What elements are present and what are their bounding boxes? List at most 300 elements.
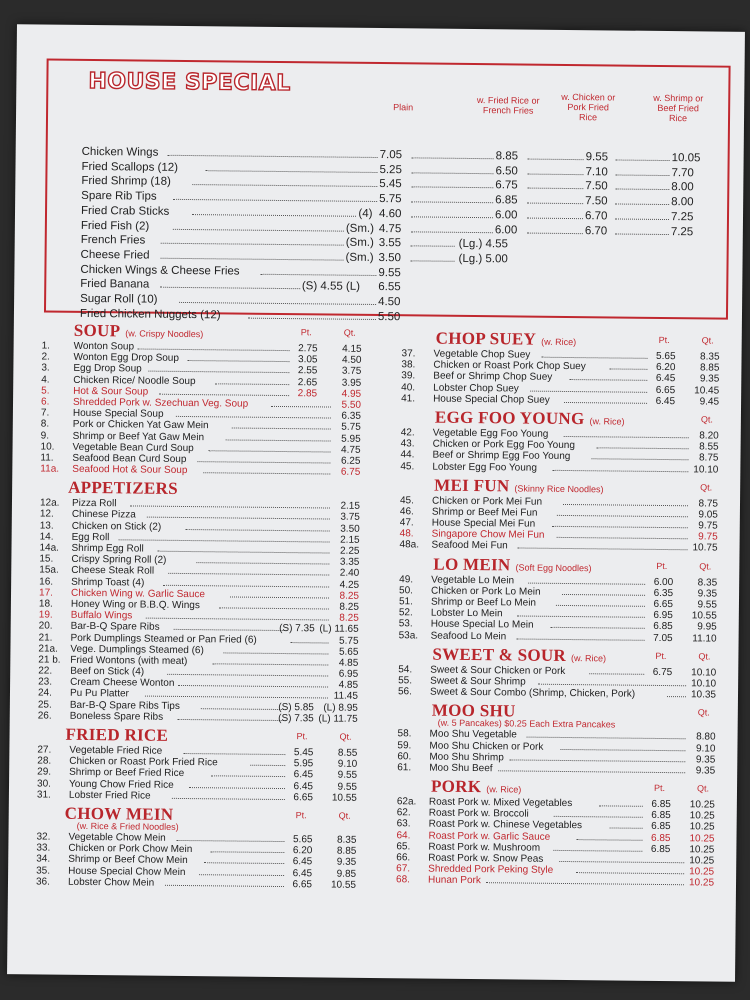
price-quart: 2.40 bbox=[339, 568, 360, 580]
price-fries: 6.00 bbox=[494, 209, 518, 222]
item-number: 65. bbox=[396, 841, 411, 853]
price-quart: 9.95 bbox=[697, 621, 717, 633]
leader-dots bbox=[551, 526, 687, 528]
leader-dots bbox=[552, 469, 688, 471]
price-shrimp-rice: 8.00 bbox=[671, 181, 694, 194]
item-name: House Special Chop Suey bbox=[433, 393, 550, 406]
price-pint: 5.65 bbox=[292, 834, 313, 846]
price-quart: 8.25 bbox=[339, 590, 360, 602]
item-name: Moo Shu Chicken or Pork bbox=[429, 740, 544, 753]
size-label: Qt. bbox=[696, 783, 710, 794]
item-number: 11. bbox=[40, 452, 54, 464]
price-chicken-rice: 7.50 bbox=[585, 180, 608, 193]
size-label: Pt. bbox=[655, 650, 667, 661]
item-number: 2. bbox=[41, 351, 50, 363]
item-name: Chicken or Pork Lo Mein bbox=[431, 585, 541, 598]
item-number: 15. bbox=[39, 553, 54, 565]
leader-dots bbox=[224, 652, 329, 654]
item-name: House Special Lo Mein bbox=[430, 618, 534, 632]
item-number: 40. bbox=[401, 381, 416, 393]
price-quart: 10.25 bbox=[689, 821, 715, 834]
item-name: Chicken Wing w. Garlic Sauce bbox=[70, 587, 206, 600]
menu-item bbox=[399, 540, 717, 555]
size-label: Qt. bbox=[698, 651, 711, 662]
section-title: EGG FOO YOUNG bbox=[434, 407, 585, 429]
item-name: Shrimp Egg Roll bbox=[71, 542, 144, 555]
price-pint: 5.45 bbox=[293, 747, 314, 759]
leader-dots bbox=[168, 155, 378, 158]
item-number: 30. bbox=[36, 778, 52, 790]
section-subtitle: (Skinny Rice Noodles) bbox=[514, 483, 604, 495]
section-title: CHOP SUEY bbox=[435, 328, 537, 349]
item-name: Roast Pork w. Broccoli bbox=[428, 807, 529, 820]
item-number: 4. bbox=[41, 374, 50, 386]
item-number: 13. bbox=[39, 520, 54, 532]
price-fries: 8.85 bbox=[495, 150, 519, 163]
price-quart: 5.65 bbox=[338, 646, 359, 658]
leader-dots bbox=[230, 596, 329, 598]
leader-dots bbox=[517, 638, 645, 640]
item-name: Fried Banana bbox=[80, 278, 150, 291]
leader-dots bbox=[597, 447, 689, 449]
item-number: 61. bbox=[397, 762, 412, 774]
leader-dots bbox=[615, 189, 669, 191]
price-pint: 6.85 bbox=[650, 843, 671, 855]
leader-dots bbox=[199, 874, 284, 876]
price-pint: (S) 7.35 bbox=[279, 623, 315, 635]
price-chicken-rice: 9.55 bbox=[585, 151, 609, 164]
price-quart: 2.25 bbox=[339, 545, 360, 557]
price-quart: 9.05 bbox=[698, 509, 718, 521]
size-label: Pt. bbox=[295, 810, 307, 821]
leader-dots bbox=[159, 393, 289, 395]
price-pint: 6.45 bbox=[292, 867, 313, 879]
price-shrimp-rice: 7.25 bbox=[670, 210, 694, 224]
item-number: 14a. bbox=[39, 542, 60, 554]
price-quart: 10.10 bbox=[691, 678, 717, 690]
price-pint: (S) 7.35 bbox=[278, 712, 314, 725]
price-pint: 6.95 bbox=[653, 610, 673, 622]
item-name: Chinese Pizza bbox=[71, 509, 136, 521]
item-number: 26. bbox=[37, 710, 52, 722]
item-name: Sweet & Sour Chicken or Pork bbox=[430, 664, 566, 677]
price-pint: 6.65 bbox=[655, 384, 676, 396]
leader-dots bbox=[527, 232, 583, 234]
leader-dots bbox=[589, 673, 644, 675]
leader-dots bbox=[250, 765, 285, 766]
menu-item bbox=[399, 630, 717, 645]
price-quart: (L) 8.95 bbox=[323, 702, 358, 714]
item-name: Wonton Soup bbox=[73, 340, 135, 353]
leader-dots bbox=[599, 805, 643, 806]
price-plain: 5.75 bbox=[379, 193, 402, 206]
item-name: Young Chow Fried Rice bbox=[68, 778, 174, 791]
price-pint: (S) 5.85 bbox=[278, 701, 314, 713]
section-header bbox=[37, 803, 357, 834]
size-label: Qt. bbox=[338, 810, 351, 821]
menu-item bbox=[38, 710, 358, 725]
price-plain: 3.55 bbox=[378, 237, 402, 250]
price-pint: 6.85 bbox=[651, 810, 671, 822]
house-special-box bbox=[44, 59, 731, 323]
section-subtitle: (w. 5 Pancakes) $0.25 Each Extra Pancakes bbox=[437, 717, 616, 730]
item-number: 43. bbox=[400, 438, 415, 450]
item-number: 54. bbox=[398, 663, 413, 676]
item-name: Spare Rib Tips bbox=[81, 189, 157, 203]
leader-dots bbox=[160, 243, 343, 246]
item-number: 12a. bbox=[39, 497, 60, 509]
price-plain: 4.60 bbox=[378, 207, 402, 221]
item-name: Hot & Sour Soup bbox=[73, 385, 149, 398]
item-number: 31. bbox=[36, 789, 51, 801]
price-quart: 8.25 bbox=[339, 612, 359, 624]
leader-dots bbox=[609, 369, 647, 370]
price-plain: 5.50 bbox=[377, 310, 401, 323]
item-number: 10. bbox=[40, 441, 55, 453]
item-number: 45. bbox=[400, 460, 415, 472]
item-number: 28. bbox=[37, 755, 52, 767]
price-pint: 6.20 bbox=[292, 845, 313, 857]
leader-dots bbox=[562, 594, 645, 596]
price-quart: 8.80 bbox=[696, 731, 716, 743]
price-pint: 6.65 bbox=[292, 878, 313, 891]
price-pint: 7.05 bbox=[653, 632, 673, 644]
price-quart: 5.75 bbox=[341, 421, 361, 434]
leader-dots bbox=[527, 737, 686, 740]
price-quart: 4.15 bbox=[342, 343, 362, 355]
item-name: Vege. Dumplings Steamed (6) bbox=[70, 643, 204, 656]
leader-dots bbox=[176, 416, 331, 419]
price-quart: 5.75 bbox=[339, 635, 359, 647]
leader-dots bbox=[172, 798, 285, 800]
leader-dots bbox=[203, 472, 330, 474]
leader-dots bbox=[173, 629, 286, 631]
item-number: 24. bbox=[37, 687, 52, 700]
section-title: LO MEIN bbox=[433, 554, 511, 575]
item-number: 29. bbox=[37, 766, 52, 778]
header-chicken-rice: w. Chicken or Pork Fried Rice bbox=[561, 91, 616, 123]
item-name: Fried Wontons (with meat) bbox=[70, 654, 188, 667]
item-name: House Special Soup bbox=[72, 407, 164, 420]
leader-dots bbox=[554, 850, 643, 852]
leader-dots bbox=[186, 529, 330, 532]
leader-dots bbox=[411, 201, 493, 203]
item-number: 47. bbox=[399, 517, 414, 529]
item-name: House Special Mei Fun bbox=[431, 517, 536, 530]
item-number: 59. bbox=[397, 739, 412, 751]
price-plain: 3.50 bbox=[378, 251, 402, 265]
item-number: 51. bbox=[398, 596, 413, 608]
item-number: 37. bbox=[401, 348, 416, 360]
price-plain: 5.45 bbox=[379, 178, 402, 191]
price-quart: 6.95 bbox=[338, 668, 359, 680]
price-quart: 10.10 bbox=[691, 667, 717, 679]
price-pint: 6.45 bbox=[655, 395, 676, 407]
section-header bbox=[398, 701, 716, 732]
size-label: Pt. bbox=[656, 560, 668, 571]
item-name: Vegetable Lo Mein bbox=[431, 574, 515, 587]
leader-dots bbox=[179, 302, 376, 305]
price-quart: 9.85 bbox=[336, 868, 357, 880]
item-number: 22. bbox=[38, 665, 53, 677]
size-label: Pt. bbox=[300, 327, 312, 338]
price-quart: 9.35 bbox=[695, 765, 716, 777]
leader-dots bbox=[527, 203, 583, 205]
leader-dots bbox=[591, 459, 688, 461]
price-pint: 6.85 bbox=[651, 821, 671, 833]
leader-dots bbox=[615, 174, 669, 176]
price-quart: (L) 11.75 bbox=[318, 713, 358, 725]
item-number: 17. bbox=[38, 587, 54, 599]
item-number: 33. bbox=[36, 842, 51, 854]
price-quart: 10.45 bbox=[694, 384, 720, 397]
item-name: Roast Pork w. Snow Peas bbox=[428, 852, 544, 865]
item-size: (S) 4.55 (L) bbox=[301, 280, 361, 294]
price-quart: 4.75 bbox=[341, 444, 361, 456]
item-name: Fried Chicken Nuggets (12) bbox=[79, 307, 221, 322]
item-name: Beef or Shrimp Egg Foo Young bbox=[432, 449, 571, 463]
section-title: MOO SHU bbox=[431, 700, 516, 721]
section-title: FRIED RICE bbox=[65, 724, 169, 745]
item-size: (Sm.) bbox=[345, 236, 374, 250]
price-shrimp-rice: 10.05 bbox=[671, 152, 701, 165]
price-quart: 4.95 bbox=[341, 388, 362, 400]
size-label: Qt. bbox=[339, 731, 352, 742]
leader-dots bbox=[178, 719, 286, 721]
leader-dots bbox=[157, 551, 329, 554]
price-quart: 10.55 bbox=[691, 610, 717, 622]
item-number: 18. bbox=[38, 598, 53, 610]
leader-dots bbox=[564, 402, 647, 404]
item-name: Beef on Stick (4) bbox=[70, 665, 145, 678]
price-quart: 8.75 bbox=[698, 452, 719, 464]
price-pint: 3.05 bbox=[297, 354, 318, 366]
item-number: 53. bbox=[398, 618, 413, 630]
price-chicken-rice: 6.70 bbox=[584, 224, 608, 237]
price-quart: 2.15 bbox=[340, 500, 361, 513]
price-pint: 2.55 bbox=[297, 365, 318, 377]
leader-dots bbox=[189, 787, 285, 789]
price-pint: 6.45 bbox=[292, 856, 313, 868]
item-name: Buffalo Wings bbox=[70, 609, 133, 622]
leader-dots bbox=[215, 383, 289, 385]
price-plain: 9.55 bbox=[378, 266, 401, 279]
item-number: 38. bbox=[401, 359, 416, 371]
price-fries: 6.85 bbox=[495, 194, 518, 207]
item-name: Seafood Hot & Sour Soup bbox=[72, 463, 188, 477]
leader-dots bbox=[528, 582, 645, 584]
item-number: 48a. bbox=[399, 539, 420, 551]
price-quart: 10.35 bbox=[690, 689, 717, 701]
item-name: Chicken or Roast Pork Chop Suey bbox=[433, 359, 586, 373]
section-subtitle: (w. Rice) bbox=[571, 652, 607, 664]
price-plain: 4.75 bbox=[378, 222, 402, 235]
menu-paper bbox=[7, 24, 745, 982]
leader-dots bbox=[411, 216, 493, 218]
item-number: 60. bbox=[397, 750, 412, 763]
leader-dots bbox=[527, 173, 583, 175]
item-number: 58. bbox=[397, 728, 412, 740]
price-pint: 6.65 bbox=[293, 791, 313, 804]
section-title: CHOW MEIN bbox=[64, 803, 174, 824]
item-name: Chicken or Pork Egg Foo Young bbox=[432, 438, 575, 452]
size-label: Qt. bbox=[700, 482, 713, 493]
price-pint: 6.85 bbox=[653, 621, 673, 633]
item-name: Vegetable Fried Rice bbox=[69, 744, 163, 757]
item-name: Shredded Pork w. Szechuan Veg. Soup bbox=[72, 396, 249, 410]
price-pint: 5.95 bbox=[293, 758, 314, 770]
item-number: 39. bbox=[401, 370, 416, 382]
item-name: Cheese Steak Roll bbox=[71, 565, 155, 578]
item-number: 42. bbox=[400, 427, 415, 439]
leader-dots bbox=[160, 287, 300, 289]
price-quart: 8.20 bbox=[699, 430, 719, 442]
leader-dots bbox=[667, 696, 686, 697]
price-fries: (Lg.) 4.55 bbox=[458, 238, 509, 251]
price-quart: 8.35 bbox=[697, 576, 718, 589]
item-name: Beef or Shrimp Chop Suey bbox=[433, 370, 553, 384]
price-fries: 6.75 bbox=[495, 179, 518, 192]
header-plain: Plain bbox=[393, 102, 414, 113]
menu-item bbox=[40, 464, 360, 479]
price-quart: 3.50 bbox=[340, 523, 360, 535]
item-name: Pizza Roll bbox=[71, 498, 117, 510]
price-pint: 6.45 bbox=[293, 769, 314, 781]
item-number: 14. bbox=[39, 531, 54, 543]
item-number: 27. bbox=[37, 744, 52, 756]
price-quart: 6.25 bbox=[340, 455, 361, 467]
size-label: Pt. bbox=[653, 782, 666, 794]
leader-dots bbox=[530, 390, 647, 392]
section-title: MEI FUN bbox=[434, 475, 510, 496]
price-shrimp-rice: 7.70 bbox=[671, 166, 694, 179]
size-label: Qt. bbox=[701, 335, 714, 346]
price-quart: 10.25 bbox=[689, 866, 715, 878]
price-quart: 9.45 bbox=[699, 396, 720, 408]
item-number: 19. bbox=[38, 609, 53, 621]
leader-dots bbox=[557, 537, 688, 539]
item-name: Vegetable Bean Curd Soup bbox=[72, 441, 194, 454]
leader-dots bbox=[261, 273, 377, 275]
item-name: Fried Fish (2) bbox=[80, 219, 150, 233]
leader-dots bbox=[411, 246, 455, 247]
leader-dots bbox=[538, 684, 686, 687]
item-number: 55. bbox=[398, 675, 413, 687]
leader-dots bbox=[550, 627, 644, 629]
price-quart: 9.10 bbox=[337, 758, 358, 771]
price-quart: (L) 11.65 bbox=[319, 623, 359, 636]
price-pint: 6.45 bbox=[655, 373, 676, 385]
price-quart: 9.35 bbox=[695, 754, 716, 766]
item-number: 21a. bbox=[38, 643, 58, 655]
item-name: Chicken Wings bbox=[81, 145, 159, 159]
leader-dots bbox=[576, 872, 684, 874]
leader-dots bbox=[560, 748, 685, 750]
price-quart: 10.55 bbox=[330, 879, 357, 891]
price-quart: 4.25 bbox=[339, 579, 360, 591]
item-number: 21. bbox=[38, 631, 53, 644]
item-number: 48. bbox=[399, 528, 414, 540]
price-quart: 11.10 bbox=[692, 632, 717, 645]
item-number: 11a. bbox=[40, 463, 60, 475]
size-label: Qt. bbox=[697, 707, 710, 718]
price-pint: 6.75 bbox=[652, 666, 673, 678]
item-name: Lobster Chop Suey bbox=[433, 382, 519, 395]
price-quart: 10.25 bbox=[688, 877, 715, 889]
price-quart: 10.10 bbox=[693, 463, 719, 476]
item-name: Shrimp or Beef Mei Fun bbox=[431, 506, 538, 519]
leader-dots bbox=[198, 461, 331, 463]
item-name: Moo Shu Vegetable bbox=[429, 728, 517, 741]
item-name: Chicken or Pork Mei Fun bbox=[431, 495, 543, 508]
price-pint: 6.20 bbox=[655, 362, 676, 374]
menu-item bbox=[401, 393, 719, 408]
leader-dots bbox=[212, 663, 328, 665]
item-name: Pork Dumplings Steamed or Pan Fried (6) bbox=[70, 632, 257, 646]
item-number: 36. bbox=[35, 876, 50, 888]
item-name: House Special Chow Mein bbox=[68, 865, 186, 878]
item-name: Egg Roll bbox=[71, 531, 110, 544]
leader-dots bbox=[192, 184, 377, 187]
price-quart: 3.75 bbox=[340, 512, 360, 524]
item-name: Shrimp or Beef Lo Mein bbox=[430, 596, 537, 609]
price-quart: 10.25 bbox=[689, 855, 715, 867]
item-name: Cream Cheese Wonton bbox=[70, 677, 175, 690]
price-quart: 9.55 bbox=[337, 781, 358, 793]
item-name: Shrimp or Beef Chow Mein bbox=[68, 854, 188, 867]
leader-dots bbox=[177, 840, 285, 842]
leader-dots bbox=[554, 816, 643, 818]
price-pint: 6.65 bbox=[653, 598, 674, 611]
price-quart: 8.55 bbox=[699, 441, 719, 453]
leader-dots bbox=[616, 159, 670, 161]
section-title: PORK bbox=[430, 776, 482, 797]
item-name: Moo Shu Shrimp bbox=[429, 751, 504, 764]
leader-dots bbox=[615, 218, 669, 220]
price-plain: 5.25 bbox=[379, 163, 402, 176]
leader-dots bbox=[173, 228, 344, 231]
item-name: Sweet & Sour Shrimp bbox=[430, 675, 526, 688]
item-name: Shrimp Toast (4) bbox=[71, 576, 145, 589]
item-number: 53a. bbox=[398, 629, 419, 642]
price-quart: 8.35 bbox=[700, 351, 720, 363]
section-subtitle: (w. Crispy Noodles) bbox=[125, 328, 204, 340]
price-quart: 6.35 bbox=[341, 410, 361, 422]
leader-dots bbox=[130, 506, 330, 509]
item-number: 34. bbox=[36, 853, 51, 865]
leader-dots bbox=[147, 517, 330, 520]
leader-dots bbox=[615, 233, 669, 235]
price-quart: 10.25 bbox=[689, 832, 715, 845]
menu-item bbox=[398, 686, 716, 701]
item-number: 35. bbox=[36, 864, 51, 877]
price-quart: 6.75 bbox=[340, 466, 361, 478]
price-pint: 2.75 bbox=[298, 343, 318, 355]
section-subtitle: (w. Rice) bbox=[486, 784, 522, 795]
leader-dots bbox=[178, 685, 328, 688]
price-quart: 10.25 bbox=[689, 810, 715, 822]
item-name: Pu Pu Platter bbox=[69, 688, 129, 700]
leader-dots bbox=[510, 759, 686, 762]
price-pint: 2.65 bbox=[297, 376, 318, 388]
section-subtitle: (Soft Egg Noodles) bbox=[515, 562, 592, 573]
price-plain: 6.55 bbox=[378, 281, 401, 294]
item-number: 5. bbox=[41, 385, 50, 397]
price-shrimp-rice: 7.25 bbox=[670, 225, 694, 238]
leader-dots bbox=[528, 159, 584, 161]
item-size: (Sm.) bbox=[345, 251, 374, 264]
item-number: 7. bbox=[40, 407, 50, 419]
